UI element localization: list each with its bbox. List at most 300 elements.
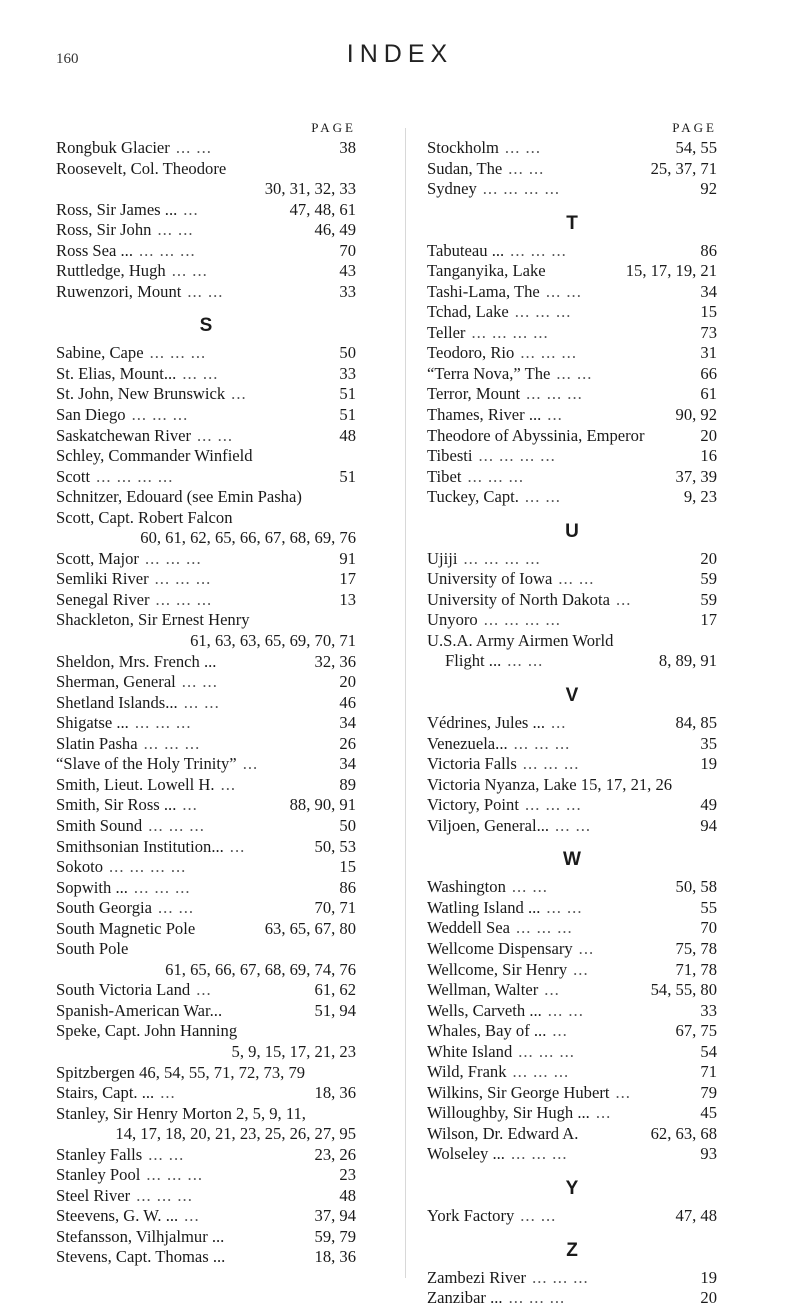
entry-term: Sopwith ... [56,877,128,897]
entry-pages: 84, 85 [675,713,717,733]
leader-dots: ... [160,1083,176,1103]
entry-pages: 38 [339,138,356,157]
entry-term: Scott, Major [56,548,139,568]
leader-dots: ... [544,980,560,1000]
leader-dots: ... ... ... [146,1165,203,1185]
index-column-right [427,118,717,1309]
index-entry [427,960,717,981]
index-entry [427,631,717,652]
entry-pages: 46 [339,692,356,712]
entry-pages: 70 [339,240,356,260]
index-entry [427,1062,717,1083]
entry-pages: 32, 36 [314,651,356,671]
entry-pages-continuation: 14, 17, 18, 20, 21, 23, 25, 26, 27, 95 [115,1124,356,1144]
index-entry [427,816,717,837]
entry-pages: 17 [339,569,356,589]
index-entry [56,919,356,940]
entry-term: Wilson, Dr. Edward A. [427,1123,579,1143]
index-entry [427,734,717,755]
entry-pages: 13 [339,589,356,609]
leader-dots: ... ... [508,158,545,178]
leader-dots: ... ... [520,1205,557,1225]
leader-dots: ... ... [158,898,195,918]
entry-pages: 70 [700,918,717,938]
leader-dots: ... ... ... ... [471,322,549,342]
entry-term: Victoria Nyanza, Lake 15, 17, 21, 26 [427,774,673,794]
entry-pages-continuation: 60, 61, 62, 65, 66, 67, 68, 69, 76 [140,528,356,548]
leader-dots: ... [242,754,259,774]
index-entry [56,1227,356,1248]
entry-pages: 9, 23 [683,487,717,507]
entry-term: Sudan, The [427,158,503,178]
leader-dots: ... ... ... ... [463,548,541,568]
entry-term: “Terra Nova,” The [427,363,551,383]
page-number: 160 [56,51,79,67]
entry-pages: 25, 37, 71 [650,158,717,178]
entry-pages-continuation: 30, 31, 32, 33 [264,179,356,199]
leader-dots: ... ... [181,672,218,692]
entry-pages: 37, 94 [314,1206,356,1226]
entry-term: Tibet [427,466,462,486]
entry-pages: 61 [700,384,717,404]
page-column-label: PAGE [311,120,356,135]
index-entry [427,1103,717,1124]
index-entry [427,384,717,405]
entry-pages: 37, 39 [675,466,717,486]
entry-pages: 26 [339,733,356,753]
leader-dots: ... ... ... ... [96,466,174,486]
entry-term: Theodore of Abyssinia, Emperor [427,425,645,445]
entry-pages: 51 [339,405,356,425]
entry-term: Smithsonian Institution... [56,836,224,856]
index-entry [56,282,356,303]
index-entry [56,159,356,180]
entry-term: Weddell Sea [427,918,510,938]
entry-term: Tashi-Lama, The [427,281,540,301]
entry-pages: 23 [339,1165,356,1185]
entry-pages: 18, 36 [314,1083,356,1103]
leader-dots: ... ... [187,281,224,301]
entry-term: Speke, Capt. John Hanning [56,1021,238,1041]
entry-pages: 54 [700,1041,717,1061]
index-entry [427,487,717,508]
leader-dots: ... ... ... [513,733,571,753]
index-entry [427,302,717,323]
entry-term: White Island [427,1041,513,1061]
entry-pages: 66 [700,363,717,383]
leader-dots: ... ... [171,261,208,281]
index-entry [56,364,356,385]
index-entry [56,1021,356,1042]
index-entry [427,980,717,1001]
leader-dots: ... ... ... ... [478,446,556,466]
entry-pages: 92 [700,179,717,199]
entry-term: Smith Sound [56,815,143,835]
entry-term: Tabuteau ... [427,240,505,260]
index-entry [427,1206,717,1227]
leader-dots: ... [595,1103,612,1123]
leader-dots: ... ... ... [514,302,572,322]
leader-dots: ... ... [182,363,219,383]
leader-dots: ... ... ... [510,240,567,260]
entry-pages: 50 [339,343,356,363]
index-entry [56,590,356,611]
page-column-label: PAGE [672,120,717,135]
leader-dots: ... [552,1021,568,1041]
index-entry [56,549,356,570]
entry-term: Ross, Sir John [56,220,152,240]
entry-term: Victory, Point [427,795,519,815]
index-entry [56,980,356,1001]
entry-term: Terror, Mount [427,384,521,404]
entry-pages: 16 [700,446,717,466]
entry-pages: 54, 55 [675,138,717,157]
entry-term: Sokoto [56,857,104,877]
entry-term: South Magnetic Pole [56,918,196,938]
leader-dots: ... ... ... [134,713,192,733]
entry-term: Ujiji [427,548,458,568]
leader-dots: ... [184,1206,200,1226]
index-entry [56,878,356,899]
index-entry [56,343,356,364]
index-entry [56,1001,356,1022]
index-entry [427,138,717,159]
index-entry [56,569,356,590]
section-letter: S [199,315,213,337]
entry-pages: 31 [700,343,717,363]
leader-dots: ... ... ... [520,343,577,363]
entry-pages: 49 [700,795,717,815]
entry-term: Shetland Islands... [56,692,178,712]
entry-term: Sheldon, Mrs. French ... [56,651,217,671]
entry-pages: 89 [339,774,356,794]
leader-dots: ... ... ... [143,733,201,753]
entry-term: South Pole [56,939,129,959]
entry-term: Sydney [427,179,477,199]
entry-term: South Victoria Land [56,980,191,1000]
entry-term: Wellcome Dispensary [427,938,573,958]
leader-dots: ... ... ... [148,815,205,835]
leader-dots: ... ... [546,897,583,917]
entry-term: Unyoro [427,610,478,630]
entry-pages: 34 [339,713,356,733]
index-entry [56,1186,356,1207]
leader-dots: ... [229,836,246,856]
entry-term: Sabine, Cape [56,343,144,363]
index-entry [427,1042,717,1063]
entry-pages: 47, 48, 61 [289,199,356,219]
index-entry [56,487,356,508]
entry-pages: 90, 92 [675,405,717,425]
index-entry [427,323,717,344]
index-entry [427,426,717,447]
leader-dots: ... [547,405,563,425]
entry-term: Schley, Commander Winfield [56,446,253,466]
entry-term: Watling Island ... [427,897,541,917]
entry-term: South Georgia [56,898,153,918]
index-entry [427,1083,717,1104]
entry-term: Senegal River [56,589,150,609]
entry-term: Shackleton, Sir Ernest Henry [56,610,250,630]
leader-dots: ... ... ... [133,877,191,897]
index-entry [427,590,717,611]
entry-term: Venezuela... [427,733,508,753]
entry-term: Thames, River ... [427,405,542,425]
entry-term: Wolseley ... [427,1144,505,1164]
column-divider [405,128,406,1278]
index-entry [427,939,717,960]
entry-term: U.S.A. Army Airmen World [427,630,614,650]
index-entry [56,446,356,467]
leader-dots: ... ... ... ... [109,857,187,877]
entry-pages: 20 [339,672,356,692]
entry-pages: 18, 36 [314,1247,356,1267]
index-entry [427,179,717,200]
entry-term: Wellcome, Sir Henry [427,959,568,979]
leader-dots: ... ... ... [136,1185,193,1205]
index-column-left [56,118,356,1268]
leader-dots: ... ... ... ... [482,179,561,199]
leader-dots: ... ... ... [138,240,196,260]
index-entry [427,651,717,672]
entry-pages: 62, 63, 68 [650,1123,717,1143]
leader-dots: ... ... [197,425,234,445]
index-entry [427,775,717,796]
index-entry [56,1247,356,1268]
entry-term: Zambezi River [427,1267,527,1287]
index-entry [427,1144,717,1165]
entry-pages: 94 [700,815,717,835]
entry-pages: 55 [700,897,717,917]
entry-term: Washington [427,877,506,897]
entry-term: Stairs, Capt. ... [56,1083,155,1103]
index-entry [56,672,356,693]
index-entry [427,1268,717,1289]
entry-term: Victoria Falls [427,754,517,774]
entry-pages: 50, 53 [314,836,356,856]
index-entry [427,159,717,180]
leader-dots: ... ... ... [522,754,580,774]
entry-term: Ross Sea ... [56,240,133,260]
entry-term: Ruttledge, Hugh [56,261,166,281]
index-entry [56,857,356,878]
index-entry [427,610,717,631]
leader-dots: ... [220,774,237,794]
index-entry [56,610,356,631]
entry-pages: 19 [700,754,717,774]
entry-term: Wild, Frank [427,1062,507,1082]
entry-pages: 20 [700,1288,717,1308]
entry-pages: 50 [339,815,356,835]
entry-pages: 67, 75 [675,1021,717,1041]
section-letter: Z [566,1239,578,1261]
entry-term: Semliki River [56,569,149,589]
entry-pages: 15 [700,302,717,322]
entry-pages: 33 [339,281,356,301]
entry-term: Wellman, Walter [427,980,539,1000]
entry-pages: 19 [700,1267,717,1287]
entry-term: Rongbuk Glacier [56,138,170,157]
leader-dots: ... [615,1082,631,1102]
entry-term: Roosevelt, Col. Theodore [56,158,227,178]
leader-dots: ... [182,795,198,815]
index-entry [56,220,356,241]
entry-pages: 54, 55, 80 [650,980,717,1000]
entry-pages: 20 [700,425,717,445]
leader-dots: ... [196,980,212,1000]
leader-dots: ... ... ... [131,405,189,425]
entry-pages: 51 [339,384,356,404]
index-entry [427,364,717,385]
index-entry [56,200,356,221]
entry-pages: 34 [339,754,356,774]
entry-term: Shigatse ... [56,713,129,733]
entry-pages: 59 [700,569,717,589]
entry-term: University of North Dakota [427,589,610,609]
index-entry [427,1288,717,1309]
index-entry [56,1145,356,1166]
index-entry [427,282,717,303]
entry-pages: 15, 17, 19, 21 [625,261,717,281]
leader-dots: ... ... [556,363,593,383]
index-entry [427,877,717,898]
index-entry [56,138,356,159]
index-entry [427,467,717,488]
leader-dots: ... [578,938,595,958]
entry-term: York Factory [427,1205,515,1225]
leader-dots: ... ... [547,1000,584,1020]
entry-term: Scott, Capt. Robert Falcon [56,507,233,527]
leader-dots: ... [183,199,199,219]
leader-dots: ... ... ... [467,466,525,486]
entry-pages-continuation: 61, 63, 63, 65, 69, 70, 71 [190,631,356,651]
entry-term: Stanley Falls [56,1144,143,1164]
entry-pages: 86 [339,877,356,897]
entry-term: Willoughby, Sir Hugh ... [427,1103,590,1123]
index-entry [56,405,356,426]
entry-term: Stevens, Capt. Thomas ... [56,1247,226,1267]
entry-term: Steel River [56,1185,131,1205]
index-entry [56,837,356,858]
index-entry [56,898,356,919]
entry-pages: 46, 49 [314,220,356,240]
entry-pages: 15 [339,857,356,877]
index-entry [56,713,356,734]
entry-term: Stanley, Sir Henry Morton 2, 5, 9, 11, [56,1103,306,1123]
index-entry [427,241,717,262]
entry-pages: 43 [339,261,356,281]
entry-term: Tchad, Lake [427,302,509,322]
entry-pages: 17 [700,610,717,630]
index-entry [56,508,356,529]
index-entry [56,693,356,714]
leader-dots: ... ... ... [518,1041,575,1061]
entry-term: Stefansson, Vilhjalmur ... [56,1226,225,1246]
entry-term: Stanley Pool [56,1165,141,1185]
section-letter: V [565,685,579,707]
index-entry [427,1124,717,1145]
section-letter: W [563,849,581,871]
section-letter: U [565,520,579,542]
entry-term: Tibesti [427,446,473,466]
leader-dots: ... [550,713,567,733]
leader-dots: ... ... ... [524,795,582,815]
entry-pages: 23, 26 [314,1144,356,1164]
leader-dots: ... ... ... [516,918,573,938]
entry-pages: 61, 62 [314,980,356,1000]
entry-pages: 35 [700,733,717,753]
section-letter: T [566,212,578,234]
index-entry [427,898,717,919]
entry-term: Scott [56,466,91,486]
entry-pages: 59 [700,589,717,609]
index-entry [56,754,356,775]
entry-pages: 47, 48 [675,1205,717,1225]
leader-dots: ... [573,959,589,979]
leader-dots: ... [231,384,247,404]
entry-term: Tanganyika, Lake [427,261,546,281]
leader-dots: ... ... ... [532,1267,589,1287]
index-entry [427,343,717,364]
index-entry [56,816,356,837]
entry-term: Tuckey, Capt. [427,487,519,507]
index-entry [427,261,717,282]
leader-dots: ... ... ... [144,548,202,568]
index-entry [427,405,717,426]
entry-pages: 63, 65, 67, 80 [264,918,356,938]
index-entry [56,734,356,755]
index-entry [56,1206,356,1227]
index-entry [56,939,356,960]
leader-dots: ... ... [524,487,561,507]
leader-dots: ... ... [545,281,582,301]
leader-dots: ... ... [511,877,548,897]
entry-term: Smith, Lieut. Lowell H. [56,774,215,794]
entry-term: Viljoen, General... [427,815,550,835]
entry-pages: 48 [339,1185,356,1205]
index-entry [56,1165,356,1186]
leader-dots: ... ... ... [154,569,212,589]
entry-pages: 75, 78 [675,938,717,958]
entry-pages: 73 [700,322,717,342]
leader-dots: ... ... [558,569,595,589]
index-entry [56,1104,356,1125]
entry-pages: 71 [700,1062,717,1082]
index-entry [427,549,717,570]
leader-dots: ... ... ... [508,1288,566,1308]
entry-term: Teller [427,322,466,342]
leader-dots: ... ... [183,692,220,712]
entry-pages: 34 [700,281,717,301]
entry-term: Spanish-American War... [56,1000,223,1020]
entry-term: Védrines, Jules ... [427,713,545,733]
entry-term: Sherman, General [56,672,176,692]
index-entry [56,426,356,447]
leader-dots: ... [615,589,632,609]
entry-pages-continuation: 5, 9, 15, 17, 21, 23 [231,1041,356,1061]
leader-dots: ... ... [507,651,544,671]
entry-term: Ross, Sir James ... [56,199,178,219]
entry-term: Saskatchewan River [56,425,192,445]
index-entry [427,795,717,816]
index-entry [56,652,356,673]
index-entry [427,569,717,590]
entry-pages: 33 [339,363,356,383]
index-entry [56,384,356,405]
leader-dots: ... ... [157,220,194,240]
entry-pages: 86 [700,240,717,260]
index-entry [56,261,356,282]
